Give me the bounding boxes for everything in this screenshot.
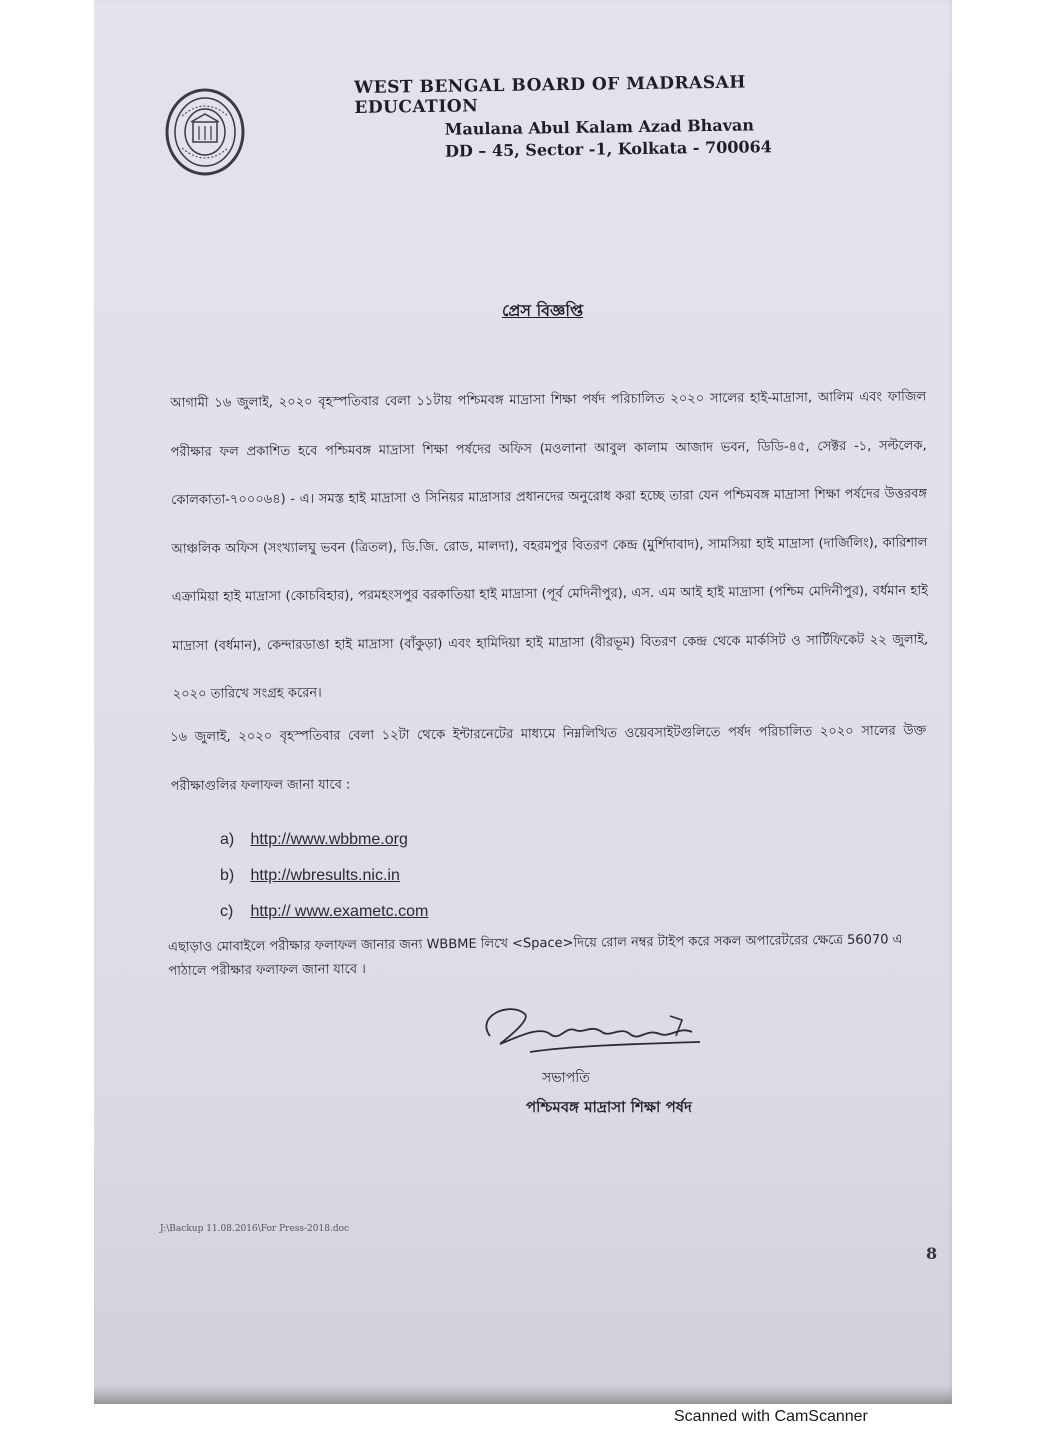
address: DD – 45, Sector -1, Kolkata - 700064: [444, 137, 772, 161]
website-link[interactable]: http:// www.exametc.com: [250, 903, 429, 920]
signatory-org: পশ্চিমবঙ্গ মাদ্রাসা শিক্ষা পর্ষদ: [526, 1098, 692, 1116]
website-link[interactable]: http://wbresults.nic.in: [250, 867, 400, 884]
website-item: [220, 898, 428, 934]
results-online-paragraph: ১৬ জুলাই, ২০২০ বৃহস্পতিবার বেলা ১২টা থেকে ইন্টারনেটের মাধ্যমে নিম্নলিখিত ওয়েবসাইটগুলিতে পর্ষদ পরিচালিত ২০২০ সালের উক্ত পরীক্ষাগুলির ফলাফল জানা যাবে :: [170, 723, 927, 794]
result-website-list: [220, 826, 428, 934]
announcement-paragraph: আগামী ১৬ জুলাই, ২০২০ বৃহস্পতিবার বেলা ১১টায় পশ্চিমবঙ্গ মাদ্রাসা শিক্ষা পর্ষদ পরিচালিত ২০২০ সালের হাই-মাদ্রাসা, আলিম এবং ফাজিল পরীক্ষার ফল প্রকাশিত হবে পশ্চিমবঙ্গ মাদ্রাসা শিক্ষা পর্ষদের অফিস (মওলানা আবুল কালাম আজাদ ভবন, ডিডি-৪৫, সেক্টর -১, সল্টলেক, কোলকাতা-৭০০০৬৪) - এ। সমস্ত হাই মাদ্রাসা ও সিনিয়র মাদ্রাসার প্রধানদের অনুরোধ করা হচ্ছে তারা যেন পশ্চিমবঙ্গ মাদ্রাসা শিক্ষা পর্ষদের উত্তরবঙ্গ আঞ্চলিক অফিস (সংখ্যালঘু ভবন (ত্রিতল), ডি.জি. রোড, মালদা), বহরমপুর বিতরণ কেন্দ্র (মুর্শিদাবাদ), সামসিয়া হাই মাদ্রাসা (দার্জিলিং), কারিশাল এক্রামিয়া হাই মাদ্রাসা (কোচবিহার), পরমহংসপুর বরকাতিয়া হাই মাদ্রাসা (পূর্ব মেদিনীপুর), এস. এম আই হাই মাদ্রাসা (পশ্চিম মেদিনীপুর), বর্ধমান হাই মাদ্রাসা (বর্ধমান), কেন্দারডাঙা হাই মাদ্রাসা (বাঁকুড়া) এবং হামিদিয়া হাই মাদ্রাসা (বীরভূম) বিতরণ কেন্দ্র থেকে মার্কসিট ও সার্টিফিকেট ২২ জুলাই, ২০২০ তারিখে সংগ্রহ করেন।: [170, 389, 929, 702]
page-number: 8: [926, 1244, 938, 1263]
signatory-title: সভাপতি: [542, 1070, 590, 1086]
document-page: [94, 0, 952, 1404]
website-label: b): [220, 867, 235, 884]
website-label: a): [220, 831, 235, 848]
scan-shadow: [94, 1386, 952, 1404]
madrasah-board-seal-icon: [164, 86, 246, 178]
sms-result-note: এছাড়াও মোবাইলে পরীক্ষার ফলাফল জানার জন্য WBBME লিখে <Space>দিয়ে রোল নম্বর টাইপ করে সকল অপারেটরের ক্ষেত্রে 56070 এ পাঠালে পরীক্ষার ফলাফল জানা যাবে ।: [168, 932, 903, 979]
bhavan-name: Maulana Abul Kalam Azad Bhavan: [444, 115, 755, 139]
website-link[interactable]: http://www.wbbme.org: [250, 831, 408, 848]
website-label: c): [220, 903, 234, 920]
file-path: J:\Backup 11.08.2016\For Press-2018.doc: [160, 1224, 350, 1234]
org-name: WEST BENGAL BOARD OF MADRASAH EDUCATION: [354, 72, 746, 118]
website-item: [220, 826, 428, 862]
scanner-watermark: Scanned with CamScanner: [674, 1408, 868, 1425]
press-release-title: প্রেস বিজ্ঞপ্তি: [502, 301, 584, 320]
website-item: [220, 862, 428, 898]
signature-icon: [470, 996, 720, 1066]
letterhead: [354, 71, 875, 162]
